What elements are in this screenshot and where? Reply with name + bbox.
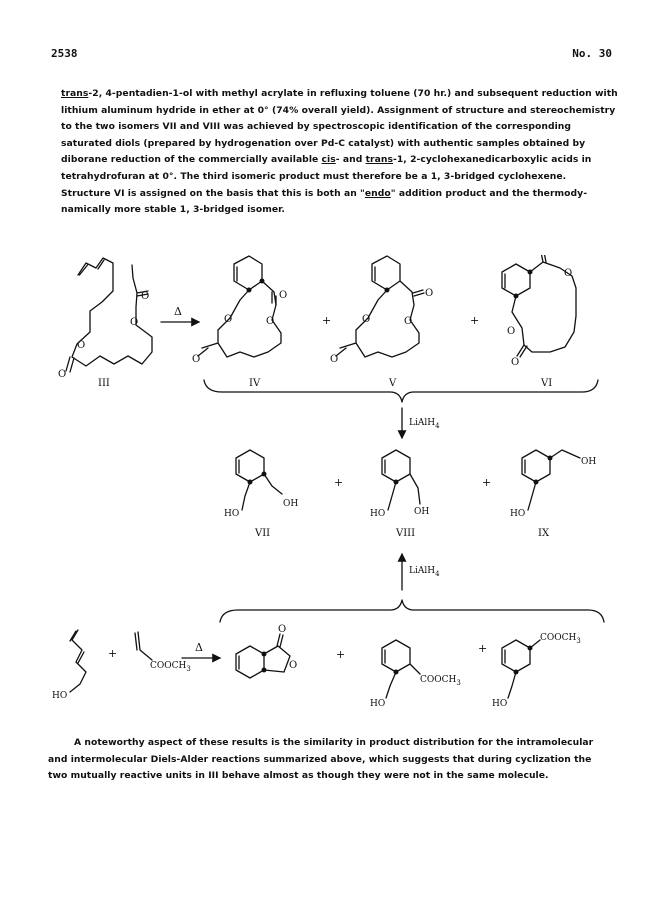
upper-brace: [204, 380, 598, 402]
ester-label: [540, 633, 581, 645]
intro-paragraph: [61, 86, 621, 219]
underlined-term: trans: [61, 88, 89, 99]
ester-subscript: 3: [456, 679, 461, 687]
paragraph-line: [61, 86, 621, 103]
ring-oxygen-label: O: [362, 314, 371, 325]
stereocenter-dot: [514, 294, 519, 299]
hydroxyl-label: HO: [224, 509, 240, 519]
paragraph-line: [61, 152, 621, 169]
ring-oxygen-label: O: [130, 317, 139, 328]
stereocenter-dot: [247, 288, 252, 293]
compound-label-III: III: [98, 378, 110, 389]
stereocenter-dot: [385, 288, 390, 293]
hydroxyl-label: HO: [370, 509, 386, 519]
paragraph-line: tetrahydrofuran at 0°. The third isomeric product must therefore be a 1, 3-bridged cyclohexene.: [61, 170, 567, 182]
stereocenter-dot: [262, 668, 267, 673]
stereocenter-dot: [260, 279, 265, 284]
ring-oxygen-label: O: [404, 316, 413, 327]
ester-main: COOCH: [150, 661, 187, 671]
reagent-subscript: 4: [435, 570, 440, 578]
hydroxyl-label: OH: [581, 457, 597, 467]
paragraph-line: [61, 186, 621, 203]
hydroxyl-label: HO: [492, 699, 508, 709]
ring-oxygen-label: O: [425, 288, 434, 299]
reaction-scheme: [0, 255, 672, 725]
underlined-term: cis: [321, 154, 336, 166]
ester-subscript: 3: [576, 637, 581, 645]
text-run: - and: [335, 154, 366, 166]
reagent-label: [409, 566, 440, 578]
compound-label-IX: IX: [538, 528, 550, 539]
underlined-term: trans: [365, 154, 393, 166]
hydroxyl-label: OH: [283, 499, 299, 509]
plus-sign: +: [108, 647, 118, 660]
compound-label-VIII: VIII: [396, 528, 416, 539]
hydroxyl-label: HO: [52, 691, 68, 701]
reagent-label: [409, 418, 440, 430]
stereocenter-dot: [534, 480, 539, 485]
compound-label-VII: VII: [255, 528, 271, 539]
ring-oxygen-label: O: [266, 316, 275, 327]
ring-oxygen-label: O: [77, 340, 86, 351]
ring-oxygen-label: O: [279, 290, 288, 301]
hydroxyl-label: OH: [414, 507, 430, 517]
ester-label: [420, 675, 461, 687]
hydroxyl-label: HO: [510, 509, 526, 519]
compound-label-IV: IV: [249, 378, 261, 389]
stereocenter-dot: [514, 670, 519, 675]
stereocenter-dot: [528, 270, 533, 275]
text-run: diborane reduction of the commercially available: [61, 154, 322, 166]
compound-label-V: V: [389, 378, 397, 389]
paragraph-line: saturated diols (prepared by hydrogenation over Pd-C catalyst) with authentic samples obtained by: [61, 137, 586, 149]
plus-sign: +: [336, 648, 346, 661]
trans-hydroxy-ester-structure: [382, 640, 420, 698]
ring-oxygen-label: O: [289, 660, 298, 671]
compound-III-structure: [66, 258, 152, 372]
compound-V-structure: [336, 256, 424, 357]
heat-symbol: Δ: [174, 305, 182, 318]
paragraph-line: namically more stable 1, 3-bridged isomer.: [61, 204, 285, 216]
ester-main: COOCH: [420, 675, 457, 685]
ester-main: COOCH: [540, 633, 577, 643]
paragraph-line: two mutually reactive units in III behave almost as though they were not in the same molecule.: [48, 770, 549, 782]
ring-oxygen-label: O: [330, 354, 339, 365]
text-run: -2, 4-pentadien-1-ol with methyl acrylate in refluxing toluene (70 hr.) and subsequent reduction with: [88, 88, 618, 99]
paragraph-line: A noteworthy aspect of these results is the similarity in product distribution for the intramolecular: [74, 737, 594, 748]
methyl-acrylate-structure: [135, 632, 152, 660]
compound-VII-structure: [236, 450, 282, 510]
ester-subscript: 3: [186, 665, 191, 673]
text-run: " addition product and the thermody-: [390, 187, 588, 199]
page-number: 2538: [51, 47, 78, 60]
stereocenter-dot: [548, 456, 553, 461]
compound-label-VI: VI: [541, 378, 553, 389]
conclusion-paragraph: [48, 735, 628, 785]
plus-sign: +: [482, 476, 492, 489]
underlined-term: endo: [364, 187, 391, 199]
ring-oxygen-label: O: [224, 314, 233, 325]
ring-oxygen-label: O: [141, 291, 150, 302]
plus-sign: +: [478, 642, 488, 655]
reagent-main: LiAlH: [409, 566, 436, 576]
plus-sign: +: [322, 314, 332, 327]
plus-sign: +: [470, 314, 480, 327]
stereocenter-dot: [394, 480, 399, 485]
ring-oxygen-label: O: [278, 624, 287, 635]
ester-label: [150, 661, 191, 673]
paragraph-line: and intermolecular Diels-Alder reactions summarized above, which suggests that during cyclization the: [48, 753, 592, 765]
pentadienol-structure: [70, 630, 86, 692]
stereocenter-dot: [262, 472, 267, 477]
stereocenter-dot: [248, 480, 253, 485]
ring-oxygen-label: O: [58, 369, 67, 380]
stereocenter-dot: [394, 670, 399, 675]
text-run: -1, 2-cyclohexanedicarboxylic acids in: [392, 154, 592, 166]
ring-oxygen-label: O: [564, 268, 573, 279]
ring-oxygen-label: O: [507, 326, 516, 337]
reagent-main: LiAlH: [409, 418, 436, 428]
text-run: Structure VI is assigned on the basis that this is both an ": [61, 187, 365, 199]
hydroxyl-label: HO: [370, 699, 386, 709]
heat-symbol: Δ: [195, 641, 203, 654]
stereocenter-dot: [528, 646, 533, 651]
paragraph-line: lithium aluminum hydride in ether at 0° (74% overall yield). Assignment of structure and stereochemistry: [61, 104, 616, 116]
lower-brace: [220, 600, 604, 622]
compound-VIII-structure: [382, 450, 420, 510]
ring-oxygen-label: O: [511, 357, 520, 368]
journal-number: No. 30: [572, 47, 612, 60]
reagent-subscript: 4: [435, 422, 440, 430]
compound-IV-structure: [198, 256, 281, 357]
ring-oxygen-label: O: [192, 354, 201, 365]
plus-sign: +: [334, 476, 344, 489]
meta-hydroxy-ester-structure: [502, 640, 540, 698]
paragraph-line: to the two isomers VII and VIII was achieved by spectroscopic identification of the corresponding: [61, 121, 571, 133]
stereocenter-dot: [262, 652, 267, 657]
